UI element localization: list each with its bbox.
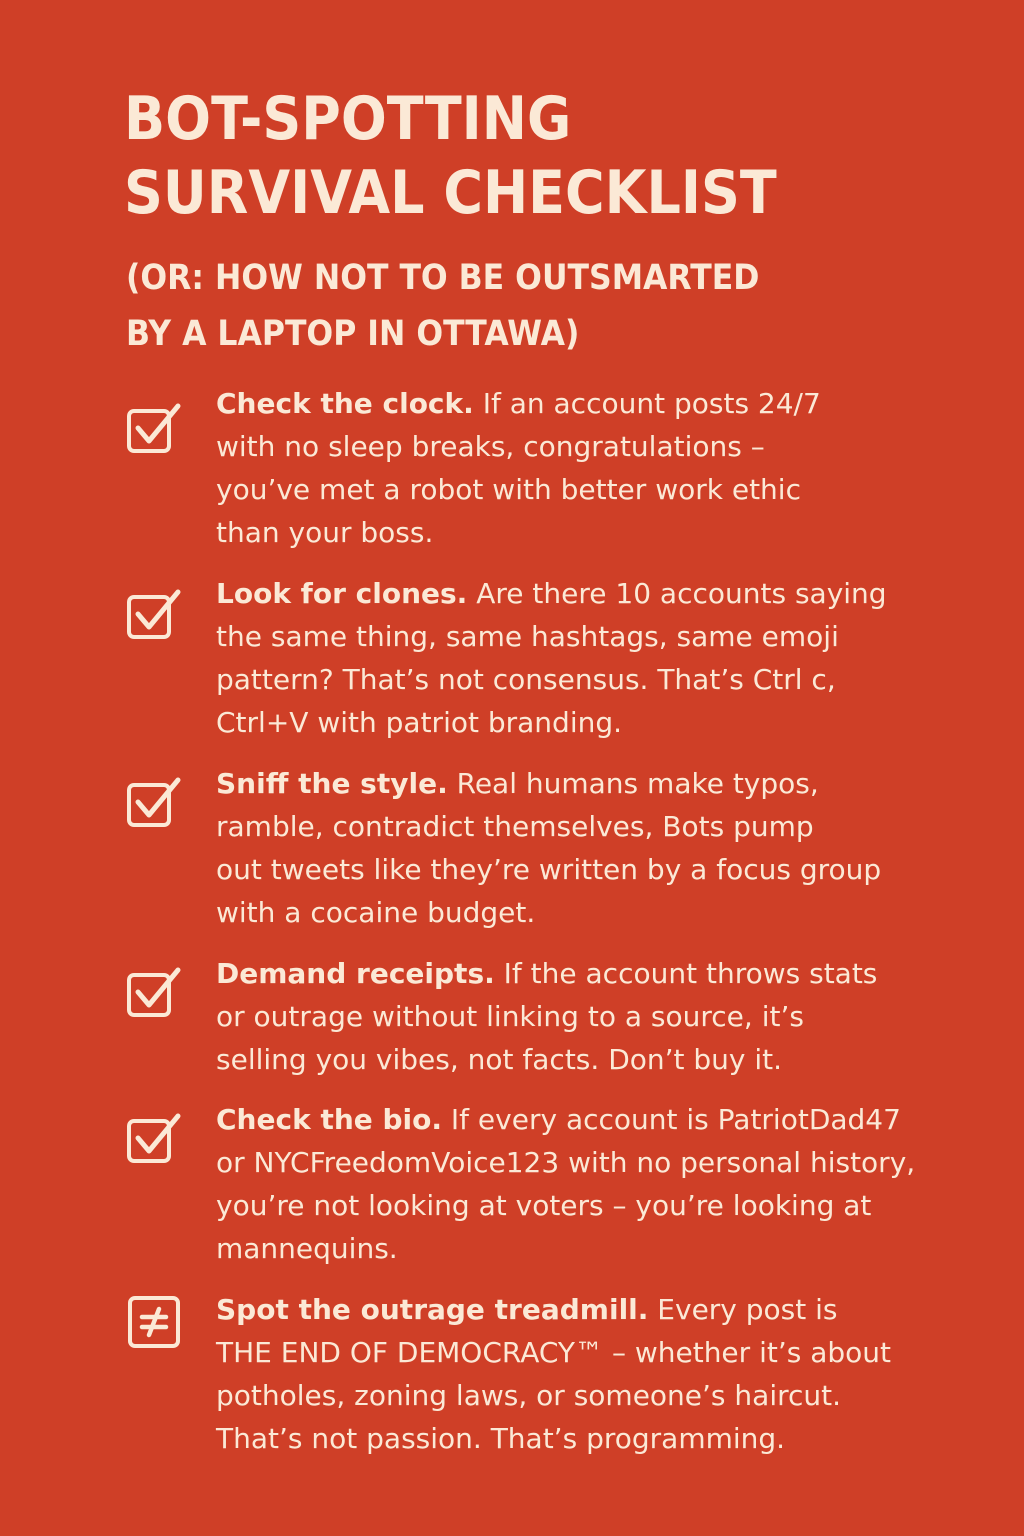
item-text (216, 572, 1006, 744)
item-line: the same thing, same hashtags, same emoji (216, 620, 839, 653)
item-first-line (216, 382, 1006, 425)
item-line: potholes, zoning laws, or someone’s haircut. (216, 1379, 842, 1412)
item-first-line (216, 1098, 1006, 1141)
item-first-line (216, 762, 1006, 805)
item-text (216, 952, 1006, 1081)
item-first-rest: If every account is PatriotDad47 (442, 1103, 901, 1136)
item-line: than your boss. (216, 516, 434, 549)
item-line: out tweets like they’re written by a focus group (216, 853, 882, 886)
item-line: you’ve met a robot with better work ethic (216, 473, 801, 506)
item-line: with no sleep breaks, congratulations – (216, 430, 765, 463)
subtitle-line-2: BY A LAPTOP IN OTTAWA) (126, 314, 580, 354)
item-first-rest: Every post is (648, 1293, 838, 1326)
item-lead: Sniff the style. (216, 767, 448, 800)
item-lead: Check the bio. (216, 1103, 443, 1136)
checkbox-checked-icon (126, 774, 182, 830)
item-lead: Demand receipts. (216, 957, 495, 990)
subtitle-line-1: (OR: HOW NOT TO BE OUTSMARTED (126, 258, 760, 298)
checkbox-checked-icon (126, 400, 182, 456)
item-line: or NYCFreedomVoice123 with no personal history, (216, 1146, 916, 1179)
item-line: Ctrl+V with patriot branding. (216, 706, 623, 739)
item-line: or outrage without linking to a source, it’s (216, 1000, 804, 1033)
item-line: pattern? That’s not consensus. That’s Ctrl c, (216, 663, 836, 696)
item-line: mannequins. (216, 1232, 398, 1265)
item-first-rest: Real humans make typos, (447, 767, 819, 800)
checkbox-checked-icon (126, 964, 182, 1020)
item-lead: Check the clock. (216, 387, 474, 420)
item-line: you’re not looking at voters – you’re looking at (216, 1189, 872, 1222)
item-line: THE END OF DEMOCRACY™ – whether it’s about (216, 1336, 892, 1369)
item-text (216, 1288, 1006, 1460)
item-line: ramble, contradict themselves, Bots pump (216, 810, 814, 843)
item-lead: Look for clones. (216, 577, 468, 610)
title-line-1: BOT-SPOTTING (124, 84, 572, 154)
item-first-line (216, 572, 1006, 615)
item-lead: Spot the outrage treadmill. (216, 1293, 649, 1326)
item-first-line (216, 1288, 1006, 1331)
item-text (216, 382, 1006, 554)
item-text (216, 1098, 1006, 1270)
item-first-rest: If the account throws stats (494, 957, 878, 990)
not-equal-box-icon (126, 1292, 182, 1348)
poster-title (124, 82, 777, 230)
item-first-rest: Are there 10 accounts saying (467, 577, 887, 610)
item-line: with a cocaine budget. (216, 896, 536, 929)
item-first-line (216, 952, 1006, 995)
item-first-rest: If an account posts 24/7 (473, 387, 821, 420)
item-line: That’s not passion. That’s programming. (216, 1422, 786, 1455)
poster-subtitle (126, 250, 759, 362)
item-text (216, 762, 1006, 934)
item-line: selling you vibes, not facts. Don’t buy it. (216, 1043, 783, 1076)
checkbox-checked-icon (126, 586, 182, 642)
checkbox-checked-icon (126, 1110, 182, 1166)
title-line-2: SURVIVAL CHECKLIST (124, 158, 777, 228)
